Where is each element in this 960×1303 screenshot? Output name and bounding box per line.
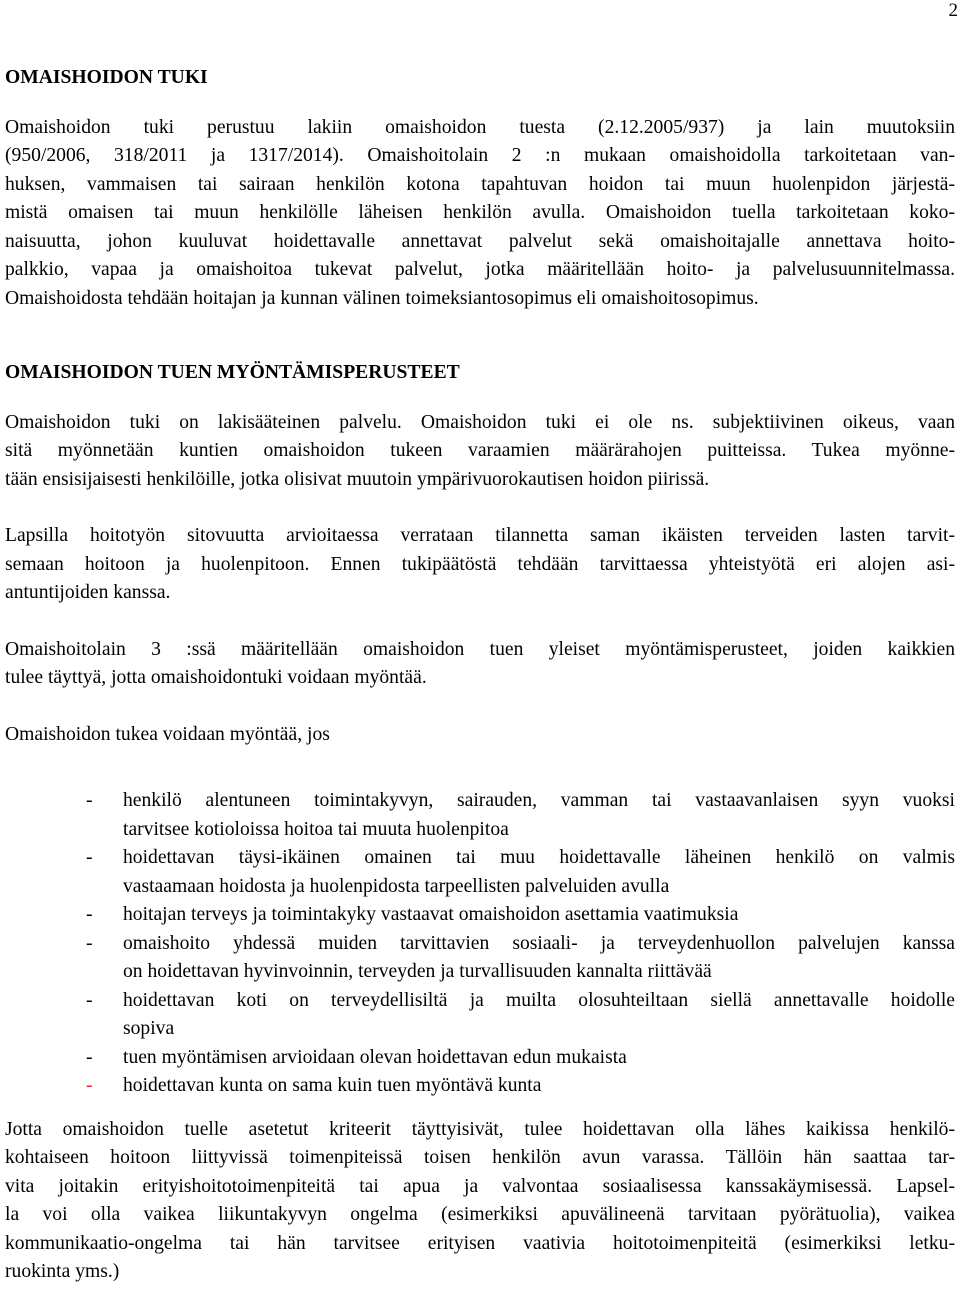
page-number: 2 [948, 0, 958, 21]
dash-bullet: - [86, 1075, 93, 1096]
text-line: vita joitakin erityishoitotoimenpiteitä tai apua ja valvontaa sosiaalisessa kanssakäymisessä. Lapsel- [5, 1175, 955, 1197]
list-item [5, 844, 955, 901]
text-line: Jotta omaishoidon tuelle asetetut kriteerit täyttyisivät, tulee hoidettavan olla lähes kaikissa henkilö- [5, 1118, 955, 1140]
closing-paragraph [5, 1116, 955, 1287]
text-line: Omaishoidon tuki on lakisääteinen palvelu. Omaishoidon tuki ei ole ns. subjektiivinen oikeus, vaan [5, 411, 955, 433]
list-item [5, 930, 955, 987]
paragraph [5, 522, 955, 608]
text-line: hoitajan terveys ja toimintakyky vastaavat omaishoidon asettamia vaatimuksia [123, 904, 739, 925]
intro-paragraph [5, 114, 955, 314]
text-line: ruokinta yms.) [5, 1261, 120, 1282]
text-line: tään ensisijaisesti henkilöille, jotka olisivat muutoin ympärivuorokautisen hoidon piirissä. [5, 468, 710, 490]
text-line: Omaishoidosta tehdään hoitajan ja kunnan välinen toimeksiantosopimus eli omaishoitosopimus. [5, 287, 759, 309]
criteria-paragraphs [5, 409, 955, 750]
text-line: vastaamaan hoidosta ja huolenpidosta tarpeellisten palveluiden avulla [123, 875, 670, 897]
criteria-list [5, 787, 955, 1101]
text-line: henkilö alentuneen toimintakyvyn, sairauden, vamman tai vastaavanlaisen syyn vuoksi [123, 790, 955, 811]
text-line: sitä myönnetään kuntien omaishoidon tukeen varaamien määrärahojen puitteissa. Tukea myönne- [5, 440, 955, 461]
text-line: on hoidettavan hyvinvoinnin, terveyden ja turvallisuuden kannalta riittävää [123, 961, 712, 982]
list-item [5, 787, 955, 844]
dash-bullet: - [86, 790, 93, 811]
text-line: hoidettavan koti on terveydellisiltä ja muilta olosuhteiltaan siellä annettavalle hoidolle [123, 989, 955, 1011]
dash-bullet: - [86, 932, 93, 954]
section-title-myontamisperusteet: OMAISHOIDON TUEN MYÖNTÄMISPERUSTEET [5, 362, 460, 383]
text-line: antuntijoiden kanssa. [5, 582, 171, 603]
paragraph [5, 636, 955, 693]
paragraph [5, 721, 955, 750]
text-line: mistä omaisen tai muun henkilölle läheisen henkilön avulla. Omaishoidon tuella tarkoitetaan koko- [5, 202, 955, 223]
text-line: sopiva [123, 1018, 175, 1039]
text-line: kommunikaatio-ongelma tai hän tarvitsee erityisen vaativia hoitotoimenpiteitä (esimerkiksi letku- [5, 1232, 955, 1254]
text-line: hoidettavan kunta on sama kuin tuen myöntävä kunta [123, 1075, 542, 1096]
text-line: semaan hoitoon ja huolenpitoon. Ennen tukipäätöstä tehdään tarvittaessa yhteistyötä eri alojen asi- [5, 553, 955, 575]
paragraph [5, 409, 955, 495]
text-line: palkkio, vapaa ja omaishoitoa tukevat palvelut, jotka määritellään hoito- ja palvelusuunnitelmassa. [5, 259, 955, 280]
text-line: Omaishoidon tukea voidaan myöntää, jos [5, 723, 330, 745]
text-line: tarvitsee kotioloissa hoitoa tai muuta huolenpitoa [123, 818, 509, 840]
text-line: la voi olla vaikea liikuntakyvyn ongelma (esimerkiksi apuvälineenä tarvitaan pyörätuolia), vaikea [5, 1204, 955, 1225]
text-line: Lapsilla hoitotyön sitovuutta arvioitaessa verrataan tilannetta saman ikäisten terveiden lasten tarvit- [5, 525, 955, 546]
list-item [5, 987, 955, 1044]
dash-bullet: - [86, 989, 93, 1011]
text-line: kohtaiseen hoitoon liittyvissä toimenpiteissä toisen henkilön avun varassa. Tällöin hän saattaa tar- [5, 1147, 955, 1168]
text-line: (950/2006, 318/2011 ja 1317/2014). Omaishoitolain 2 :n mukaan omaishoidolla tarkoitetaan van- [5, 145, 955, 166]
list-item [5, 1044, 955, 1073]
text-line: Omaishoidon tuki perustuu lakiin omaishoidon tuesta (2.12.2005/937) ja lain muutoksiin [5, 116, 955, 138]
dash-bullet: - [86, 904, 93, 925]
text-line: omaishoito yhdessä muiden tarvittavien sosiaali- ja terveydenhuollon palvelujen kanssa [123, 932, 955, 954]
document-body [5, 64, 955, 1287]
text-line: hoidettavan täysi-ikäinen omainen tai muu hoidettavalle läheinen henkilö on valmis [123, 847, 955, 868]
text-line: tuen myöntämisen arvioidaan olevan hoidettavan edun mukaista [123, 1046, 627, 1068]
text-line: tulee täyttyä, jotta omaishoidontuki voidaan myöntää. [5, 667, 427, 688]
text-line: Omaishoitolain 3 :ssä määritellään omaishoidon tuen yleiset myöntämisperusteet, joiden kaikkien [5, 638, 955, 660]
list-item [5, 901, 955, 930]
dash-bullet: - [86, 847, 93, 868]
text-line: naisuutta, johon kuuluvat hoidettavalle annettavat palvelut sekä omaishoitajalle annettava hoito- [5, 230, 955, 252]
list-item [5, 1072, 955, 1101]
section-title-omaishoidon-tuki: OMAISHOIDON TUKI [5, 67, 208, 88]
text-line: huksen, vammaisen tai sairaan henkilön kotona tapahtuvan hoidon tai muun huolenpidon järjestä- [5, 173, 955, 195]
dash-bullet: - [86, 1046, 93, 1068]
